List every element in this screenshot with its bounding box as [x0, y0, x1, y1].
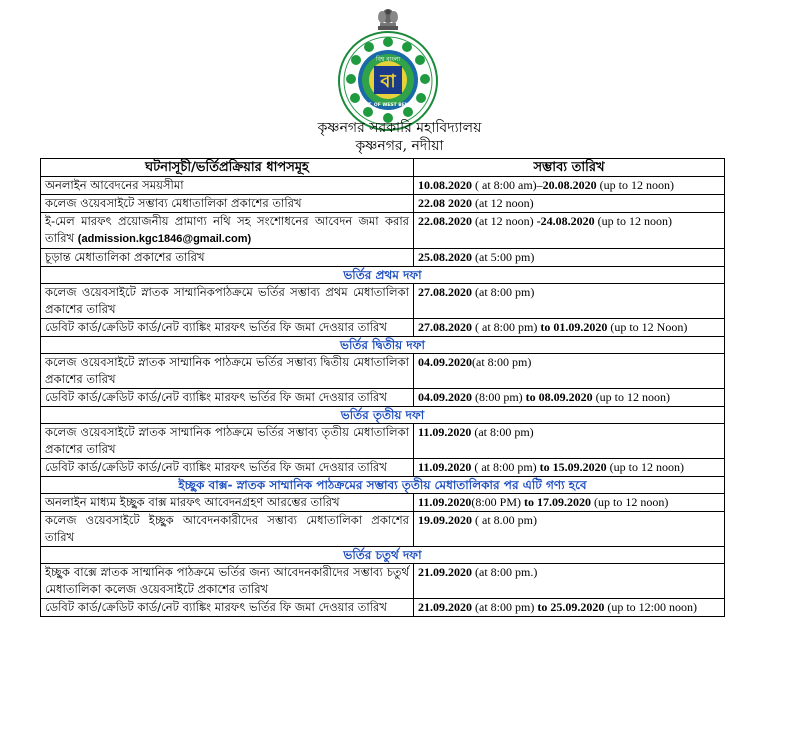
section-heading: ভর্তির চতুর্থ দফা: [41, 547, 725, 564]
section-heading-row: [41, 477, 725, 494]
date-cell: [414, 599, 725, 617]
date-detail: (at 8:00 pm): [472, 285, 535, 299]
date-start: 22.08.2020: [418, 214, 472, 228]
event-text: কলেজ ওয়েবসাইটে স্নাতক সাম্মানিক পাঠক্রমে ভর্তির সম্ভাব্য দ্বিতীয় মেধাতালিকা প্রকাশের তারিখ: [45, 355, 409, 386]
date-detail: (at 8:00 pm.): [472, 565, 538, 579]
header-date: সম্ভাব্য তারিখ: [414, 159, 725, 177]
date-detail: (at 12 noon): [472, 196, 534, 210]
table-row: [41, 494, 725, 512]
date-end: to 15.09.2020: [539, 460, 607, 474]
logo-letter: বা: [380, 71, 396, 92]
event-text: ইচ্ছুক বাক্সে স্নাতক সাম্মানিক পাঠক্রমে ভর্তির জন্য আবেদনকারীদের সম্ভাব্য চতুর্থ মেধাতালিকা কলেজ ওয়েবসাইটে প্রকাশের তারিখ: [45, 565, 409, 596]
date-detail: (8:00 PM): [471, 495, 525, 509]
event-text: ডেবিট কার্ড/ক্রেডিট কার্ড/নেট ব্যাঙ্কিং মারফৎ ভর্তির ফি জমা দেওয়ার তারিখ: [45, 600, 387, 614]
event-cell: [41, 424, 414, 459]
date-end-detail: (up to 12 noon): [594, 214, 672, 228]
date-detail: (at 8:00 pm): [471, 425, 534, 439]
date-end-detail: (up to 12 noon): [592, 390, 670, 404]
event-cell: [41, 599, 414, 617]
date-cell: [414, 177, 725, 195]
event-cell: [41, 195, 414, 213]
date-start: 04.09.2020: [418, 390, 472, 404]
logo-text-top: বিশ্ব বাংলা: [375, 56, 401, 63]
table-row: [41, 424, 725, 459]
date-detail: (at 5:00 pm): [472, 250, 535, 264]
logo-text-bottom: GOVT. OF WEST BENGAL: [357, 103, 419, 108]
table-body: [41, 177, 725, 617]
date-cell: [414, 195, 725, 213]
date-start: 11.09.2020: [418, 425, 472, 439]
date-cell: [414, 389, 725, 407]
date-end-detail: (up to 12:00 noon): [604, 600, 697, 614]
event-text: কলেজ ওয়েবসাইটে স্নাতক সাম্মানিকপাঠক্রমে ভর্তির সম্ভাব্য প্রথম মেধাতালিকা প্রকাশের তারিখ: [45, 285, 409, 316]
date-start: 10.08.2020: [418, 178, 472, 192]
table-row: [41, 319, 725, 337]
date-cell: [414, 494, 725, 512]
event-text: কলেজ ওয়েবসাইটে স্নাতক সাম্মানিক পাঠক্রমে ভর্তির সম্ভাব্য তৃতীয় মেধাতালিকা প্রকাশের তারিখ: [45, 425, 409, 456]
event-cell: [41, 494, 414, 512]
section-heading: ভর্তির প্রথম দফা: [41, 267, 725, 284]
section-heading-row: [41, 407, 725, 424]
college-name: কৃষ্ণনগর সরকারি মহাবিদ্যালয়: [317, 120, 482, 136]
date-end: to 17.09.2020: [524, 495, 592, 509]
table-row: [41, 249, 725, 267]
event-cell: [41, 284, 414, 319]
date-cell: [414, 564, 725, 599]
table-row: [41, 195, 725, 213]
table-row: [41, 512, 725, 547]
date-detail: (at 12 noon): [472, 214, 537, 228]
date-detail: ( at 8.00 pm): [472, 513, 537, 527]
date-end-detail: (up to 12 noon): [606, 460, 684, 474]
date-detail: (at 8:00 pm): [472, 355, 532, 369]
date-end-detail: (up to 12 noon): [596, 178, 674, 192]
event-cell: [41, 459, 414, 477]
date-end-detail: (up to 12 noon): [591, 495, 669, 509]
event-cell: [41, 389, 414, 407]
event-cell: [41, 177, 414, 195]
section-heading: ইচ্ছুক বাক্স- স্নাতক সাম্মানিক পাঠক্রমের সম্ভাব্য তৃতীয় মেধাতালিকার পর এটি গণ্য হবে: [41, 477, 725, 494]
event-text: কলেজ ওয়েবসাইটে সম্ভাব্য মেধাতালিকা প্রকাশের তারিখ: [45, 196, 302, 210]
table-header-row: [41, 159, 725, 177]
date-cell: [414, 249, 725, 267]
date-start: 04.09.2020: [418, 355, 472, 369]
date-cell: [414, 319, 725, 337]
event-cell: [41, 213, 414, 249]
date-end-detail: (up to 12 Noon): [607, 320, 688, 334]
event-text: ডেবিট কার্ড/ক্রেডিট কার্ড/নেট ব্যাঙ্কিং মারফৎ ভর্তির ফি জমা দেওয়ার তারিখ: [45, 320, 387, 334]
date-detail: ( at 8:00 pm): [471, 460, 540, 474]
date-start: 11.09.2020: [418, 460, 472, 474]
section-heading-row: [41, 547, 725, 564]
date-start: 11.09.2020: [418, 495, 472, 509]
date-detail: (8:00 pm): [472, 390, 526, 404]
event-text: চূড়ান্ত মেধাতালিকা প্রকাশের তারিখ: [45, 250, 205, 264]
date-detail: ( at 8:00 pm): [472, 320, 541, 334]
event-cell: [41, 564, 414, 599]
table-row: [41, 599, 725, 617]
table-row: [41, 564, 725, 599]
date-detail: ( at 8:00 am)–: [472, 178, 543, 192]
table-row: [41, 389, 725, 407]
national-emblem-icon: [374, 6, 402, 32]
section-heading: ভর্তির তৃতীয় দফা: [41, 407, 725, 424]
date-cell: [414, 424, 725, 459]
admission-schedule-table: [40, 158, 725, 617]
date-end: to 08.09.2020: [525, 390, 593, 404]
date-cell: [414, 213, 725, 249]
date-cell: [414, 354, 725, 389]
date-start: 21.09.2020: [418, 565, 472, 579]
date-start: 21.09.2020: [418, 600, 472, 614]
event-text: ডেবিট কার্ড/ক্রেডিট কার্ড/নেট ব্যাঙ্কিং মারফৎ ভর্তির ফি জমা দেওয়ার তারিখ: [45, 460, 387, 474]
table-row: [41, 284, 725, 319]
email-address: (admission.kgc1846@gmail.com): [77, 233, 252, 245]
date-cell: [414, 512, 725, 547]
section-heading: ভর্তির দ্বিতীয় দফা: [41, 337, 725, 354]
biswa-bangla-logo-icon: [337, 30, 439, 132]
date-start: 22.08 2020: [418, 196, 472, 210]
event-cell: [41, 512, 414, 547]
date-start: 25.08.2020: [418, 250, 472, 264]
date-end: 20.08.2020: [542, 178, 597, 192]
event-text: অনলাইন আবেদনের সময়সীমা: [45, 178, 184, 192]
event-text: ডেবিট কার্ড/ক্রেডিট কার্ড/নেট ব্যাঙ্কিং মারফৎ ভর্তির ফি জমা দেওয়ার তারিখ: [45, 390, 387, 404]
table-row: [41, 354, 725, 389]
event-cell: [41, 319, 414, 337]
date-end: -24.08.2020: [536, 214, 595, 228]
table-row: [41, 177, 725, 195]
event-cell: [41, 354, 414, 389]
date-detail: (at 8:00 pm): [472, 600, 538, 614]
header-event: ঘটনাসূচী/ভর্তিপ্রক্রিয়ার ধাপসমূহ: [41, 159, 414, 177]
date-end: to 01.09.2020: [540, 320, 608, 334]
date-cell: [414, 284, 725, 319]
event-text: ই-মেল মারফৎ প্রয়োজনীয় প্রামাণ্য নথি সহ সংশোধনের আবেদন জমা করার তারিখ: [45, 214, 409, 245]
date-start: 19.09.2020: [418, 513, 472, 527]
section-heading-row: [41, 267, 725, 284]
date-start: 27.08.2020: [418, 320, 472, 334]
table-row: [41, 459, 725, 477]
event-text: কলেজ ওয়েবসাইটে ইচ্ছুক আবেদনকারীদের সম্ভাব্য মেধাতালিকা প্রকাশের তারিখ: [45, 513, 409, 544]
event-text: অনলাইন মাধ্যম ইচ্ছুক বাক্স মারফৎ আবেদনগ্রহণ আরম্ভের তারিখ: [45, 495, 340, 509]
date-end: to 25.09.2020: [537, 600, 605, 614]
date-start: 27.08.2020: [418, 285, 472, 299]
table-row: [41, 213, 725, 249]
event-cell: [41, 249, 414, 267]
college-location: কৃষ্ণনগর, নদীয়া: [355, 138, 444, 154]
section-heading-row: [41, 337, 725, 354]
date-cell: [414, 459, 725, 477]
